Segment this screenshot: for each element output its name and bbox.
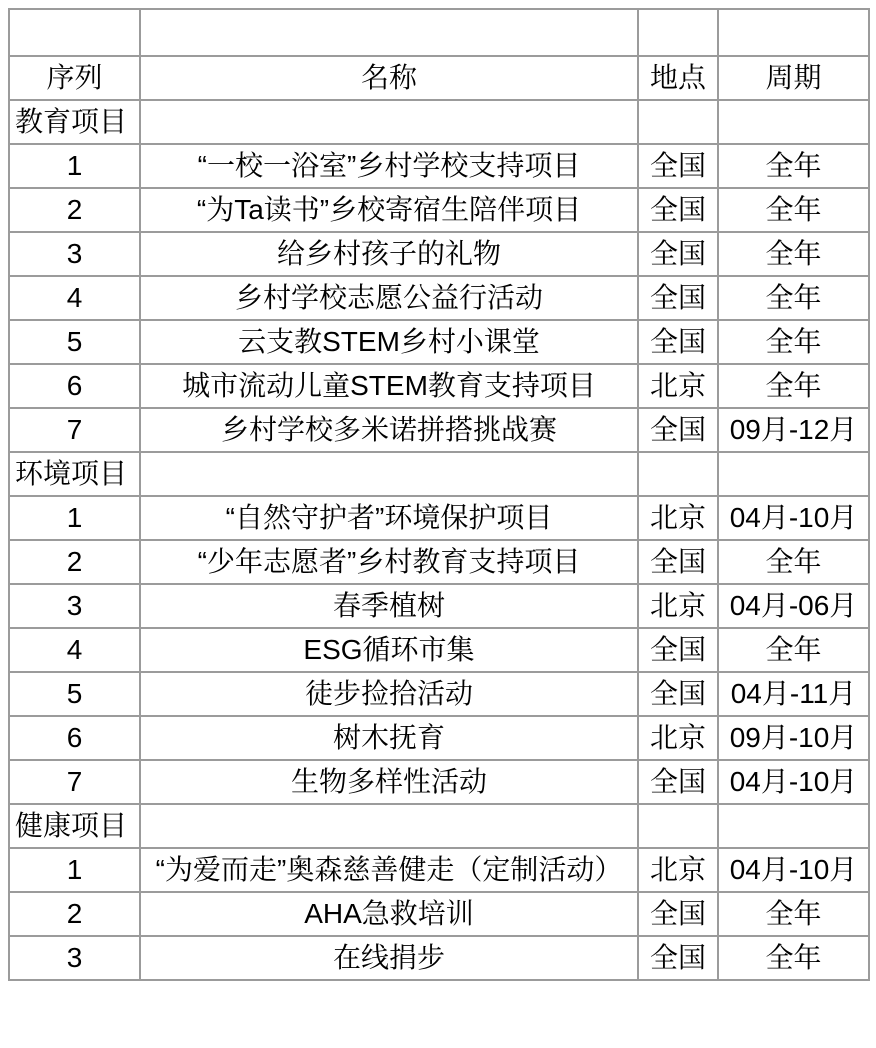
table-row <box>9 628 869 672</box>
section-empty-name <box>140 804 638 848</box>
section-empty-location <box>638 804 718 848</box>
table-row <box>9 408 869 452</box>
empty-top-row <box>9 9 869 56</box>
cell-location: 北京 <box>638 364 718 408</box>
section-empty-name <box>140 452 638 496</box>
cell-period: 04月-10月 <box>718 496 869 540</box>
cell-seq: 2 <box>9 540 140 584</box>
cell-location: 全国 <box>638 408 718 452</box>
cell-location: 全国 <box>638 760 718 804</box>
cell-seq: 6 <box>9 364 140 408</box>
cell-name: 给乡村孩子的礼物 <box>140 232 638 276</box>
cell-period: 全年 <box>718 892 869 936</box>
table-row <box>9 584 869 628</box>
cell-location: 北京 <box>638 716 718 760</box>
projects-table-body <box>9 9 869 980</box>
cell-location: 北京 <box>638 496 718 540</box>
column-header-period: 周期 <box>718 56 869 100</box>
section-row <box>9 804 869 848</box>
cell-name: “自然守护者”环境保护项目 <box>140 496 638 540</box>
section-empty-period <box>718 452 869 496</box>
cell-location: 北京 <box>638 848 718 892</box>
cell-seq: 2 <box>9 188 140 232</box>
cell-period: 全年 <box>718 320 869 364</box>
section-empty-location <box>638 452 718 496</box>
cell-name: 生物多样性活动 <box>140 760 638 804</box>
cell-period: 09月-12月 <box>718 408 869 452</box>
cell-location: 全国 <box>638 892 718 936</box>
cell-seq: 1 <box>9 496 140 540</box>
cell-location: 全国 <box>638 628 718 672</box>
section-empty-period <box>718 100 869 144</box>
section-row <box>9 100 869 144</box>
column-header-location: 地点 <box>638 56 718 100</box>
table-row <box>9 496 869 540</box>
cell-name: 徒步捡拾活动 <box>140 672 638 716</box>
cell-location: 全国 <box>638 144 718 188</box>
cell-name: 树木抚育 <box>140 716 638 760</box>
cell-name: “为爱而走”奥森慈善健走（定制活动） <box>140 848 638 892</box>
header-row <box>9 56 869 100</box>
cell-seq: 3 <box>9 584 140 628</box>
cell-name: “一校一浴室”乡村学校支持项目 <box>140 144 638 188</box>
cell-location: 全国 <box>638 320 718 364</box>
table-row <box>9 232 869 276</box>
cell-period: 全年 <box>718 232 869 276</box>
cell-period: 04月-10月 <box>718 760 869 804</box>
cell-name: 城市流动儿童STEM教育支持项目 <box>140 364 638 408</box>
section-title: 健康项目 <box>9 804 140 848</box>
cell-location: 全国 <box>638 540 718 584</box>
cell-location: 北京 <box>638 584 718 628</box>
cell-period: 全年 <box>718 364 869 408</box>
empty-cell-seq <box>9 9 140 56</box>
cell-seq: 4 <box>9 276 140 320</box>
cell-name: AHA急救培训 <box>140 892 638 936</box>
cell-seq: 5 <box>9 672 140 716</box>
cell-location: 全国 <box>638 672 718 716</box>
cell-period: 09月-10月 <box>718 716 869 760</box>
table-row <box>9 540 869 584</box>
cell-period: 04月-06月 <box>718 584 869 628</box>
cell-seq: 1 <box>9 848 140 892</box>
cell-seq: 3 <box>9 936 140 980</box>
cell-seq: 5 <box>9 320 140 364</box>
cell-period: 全年 <box>718 936 869 980</box>
cell-name: 乡村学校志愿公益行活动 <box>140 276 638 320</box>
section-row <box>9 452 869 496</box>
cell-period: 04月-11月 <box>718 672 869 716</box>
cell-name: 云支教STEM乡村小课堂 <box>140 320 638 364</box>
cell-period: 全年 <box>718 540 869 584</box>
table-row <box>9 848 869 892</box>
cell-name: 乡村学校多米诺拼搭挑战赛 <box>140 408 638 452</box>
cell-seq: 1 <box>9 144 140 188</box>
cell-period: 全年 <box>718 628 869 672</box>
cell-seq: 7 <box>9 408 140 452</box>
table-row <box>9 936 869 980</box>
cell-name: 春季植树 <box>140 584 638 628</box>
cell-name: ESG循环市集 <box>140 628 638 672</box>
cell-period: 全年 <box>718 276 869 320</box>
column-header-name: 名称 <box>140 56 638 100</box>
empty-cell-location <box>638 9 718 56</box>
cell-seq: 7 <box>9 760 140 804</box>
table-row <box>9 320 869 364</box>
cell-name: 在线捐步 <box>140 936 638 980</box>
cell-location: 全国 <box>638 188 718 232</box>
empty-cell-name <box>140 9 638 56</box>
cell-seq: 2 <box>9 892 140 936</box>
table-row <box>9 672 869 716</box>
table-row <box>9 276 869 320</box>
empty-cell-period <box>718 9 869 56</box>
projects-table <box>8 8 870 981</box>
table-row <box>9 364 869 408</box>
cell-seq: 4 <box>9 628 140 672</box>
section-empty-name <box>140 100 638 144</box>
cell-period: 全年 <box>718 144 869 188</box>
section-empty-location <box>638 100 718 144</box>
cell-name: “少年志愿者”乡村教育支持项目 <box>140 540 638 584</box>
section-title: 环境项目 <box>9 452 140 496</box>
cell-seq: 3 <box>9 232 140 276</box>
cell-period: 全年 <box>718 188 869 232</box>
cell-location: 全国 <box>638 232 718 276</box>
cell-period: 04月-10月 <box>718 848 869 892</box>
section-title: 教育项目 <box>9 100 140 144</box>
table-row <box>9 188 869 232</box>
cell-location: 全国 <box>638 276 718 320</box>
table-row <box>9 144 869 188</box>
section-empty-period <box>718 804 869 848</box>
table-row <box>9 892 869 936</box>
cell-seq: 6 <box>9 716 140 760</box>
column-header-seq: 序列 <box>9 56 140 100</box>
table-row <box>9 760 869 804</box>
cell-name: “为Ta读书”乡校寄宿生陪伴项目 <box>140 188 638 232</box>
cell-location: 全国 <box>638 936 718 980</box>
table-row <box>9 716 869 760</box>
